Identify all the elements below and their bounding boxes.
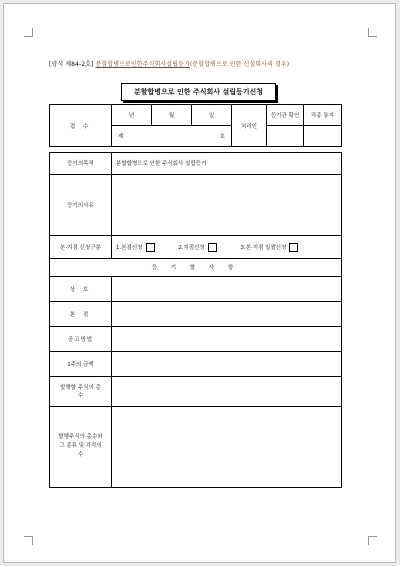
form-name-note: (분할합병으로 인한 신설회사의 경우) [189, 61, 290, 68]
crop-mark-top-left [24, 28, 33, 37]
item-label-issued-shares: 발행주식의 총수와 그 종류 및 각각의 수 [50, 406, 112, 487]
form-number: [양식 제84-2호] [49, 61, 94, 68]
item-label-head-office: 본 점 [50, 301, 112, 326]
form-header [49, 59, 289, 68]
notice-field[interactable] [304, 126, 342, 147]
authorized-shares-field[interactable] [112, 376, 342, 406]
receipt-year: 년 [112, 105, 152, 126]
crop-mark-bottom-right [368, 536, 377, 545]
officer-check-field[interactable] [267, 126, 304, 147]
announcement-field[interactable] [112, 326, 342, 351]
cause-field[interactable] [112, 174, 342, 235]
receipt-table [49, 104, 342, 147]
purpose-value[interactable]: 분할합병으로 인한 주식회사 설립등기 [112, 153, 342, 175]
items-header: 등 기 할 사 항 [50, 259, 342, 277]
cause-label: 등기의사유 [50, 174, 112, 235]
notice-label: 각종 통지 [304, 105, 342, 126]
item-label-trade-name: 상 호 [50, 276, 112, 301]
head-office-checkbox[interactable] [146, 243, 155, 252]
option-branch-label: 2.지점신청 [178, 244, 205, 251]
crop-mark-bottom-left [24, 536, 33, 545]
item-label-share-amount: 1주의 금액 [50, 351, 112, 376]
processor-label: 처리인 [232, 105, 267, 147]
branch-checkbox[interactable] [208, 243, 217, 252]
receipt-day: 일 [192, 105, 232, 126]
head-office-field[interactable] [112, 301, 342, 326]
form-title: 분할합병으로 인한 주식회사 설립등기신청 [121, 83, 276, 101]
share-amount-field[interactable] [112, 351, 342, 376]
registration-table [49, 152, 342, 488]
item-label-announcement: 공고방법 [50, 326, 112, 351]
officer-check-label: 등기관 확인 [267, 105, 304, 126]
receipt-number-prefix: 제 [118, 134, 124, 140]
both-checkbox[interactable] [289, 243, 298, 252]
purpose-label: 등기의목적 [50, 153, 112, 175]
receipt-number-suffix: 호 [219, 134, 225, 140]
form-name-link[interactable]: 분할합병으로인한주식회사설립등기 [95, 61, 190, 68]
receipt-label: 접 수 [50, 105, 112, 147]
receipt-month: 월 [152, 105, 192, 126]
jurisdiction-label: 본·지점 신청구분 [50, 236, 112, 259]
crop-mark-top-right [368, 28, 377, 37]
option-both [241, 243, 299, 252]
trade-name-field[interactable] [112, 276, 342, 301]
issued-shares-field[interactable] [112, 406, 342, 487]
option-head-office [116, 243, 155, 252]
option-both-label: 3.본·지점 일괄신청 [240, 244, 287, 251]
document-page [3, 3, 396, 563]
option-head-office-label: 1.본점신청 [116, 244, 143, 251]
jurisdiction-options [112, 236, 342, 259]
item-label-authorized-shares: 발행할 주식의 총 수 [50, 376, 112, 406]
receipt-number-cell[interactable] [112, 126, 232, 147]
option-branch [178, 243, 217, 252]
